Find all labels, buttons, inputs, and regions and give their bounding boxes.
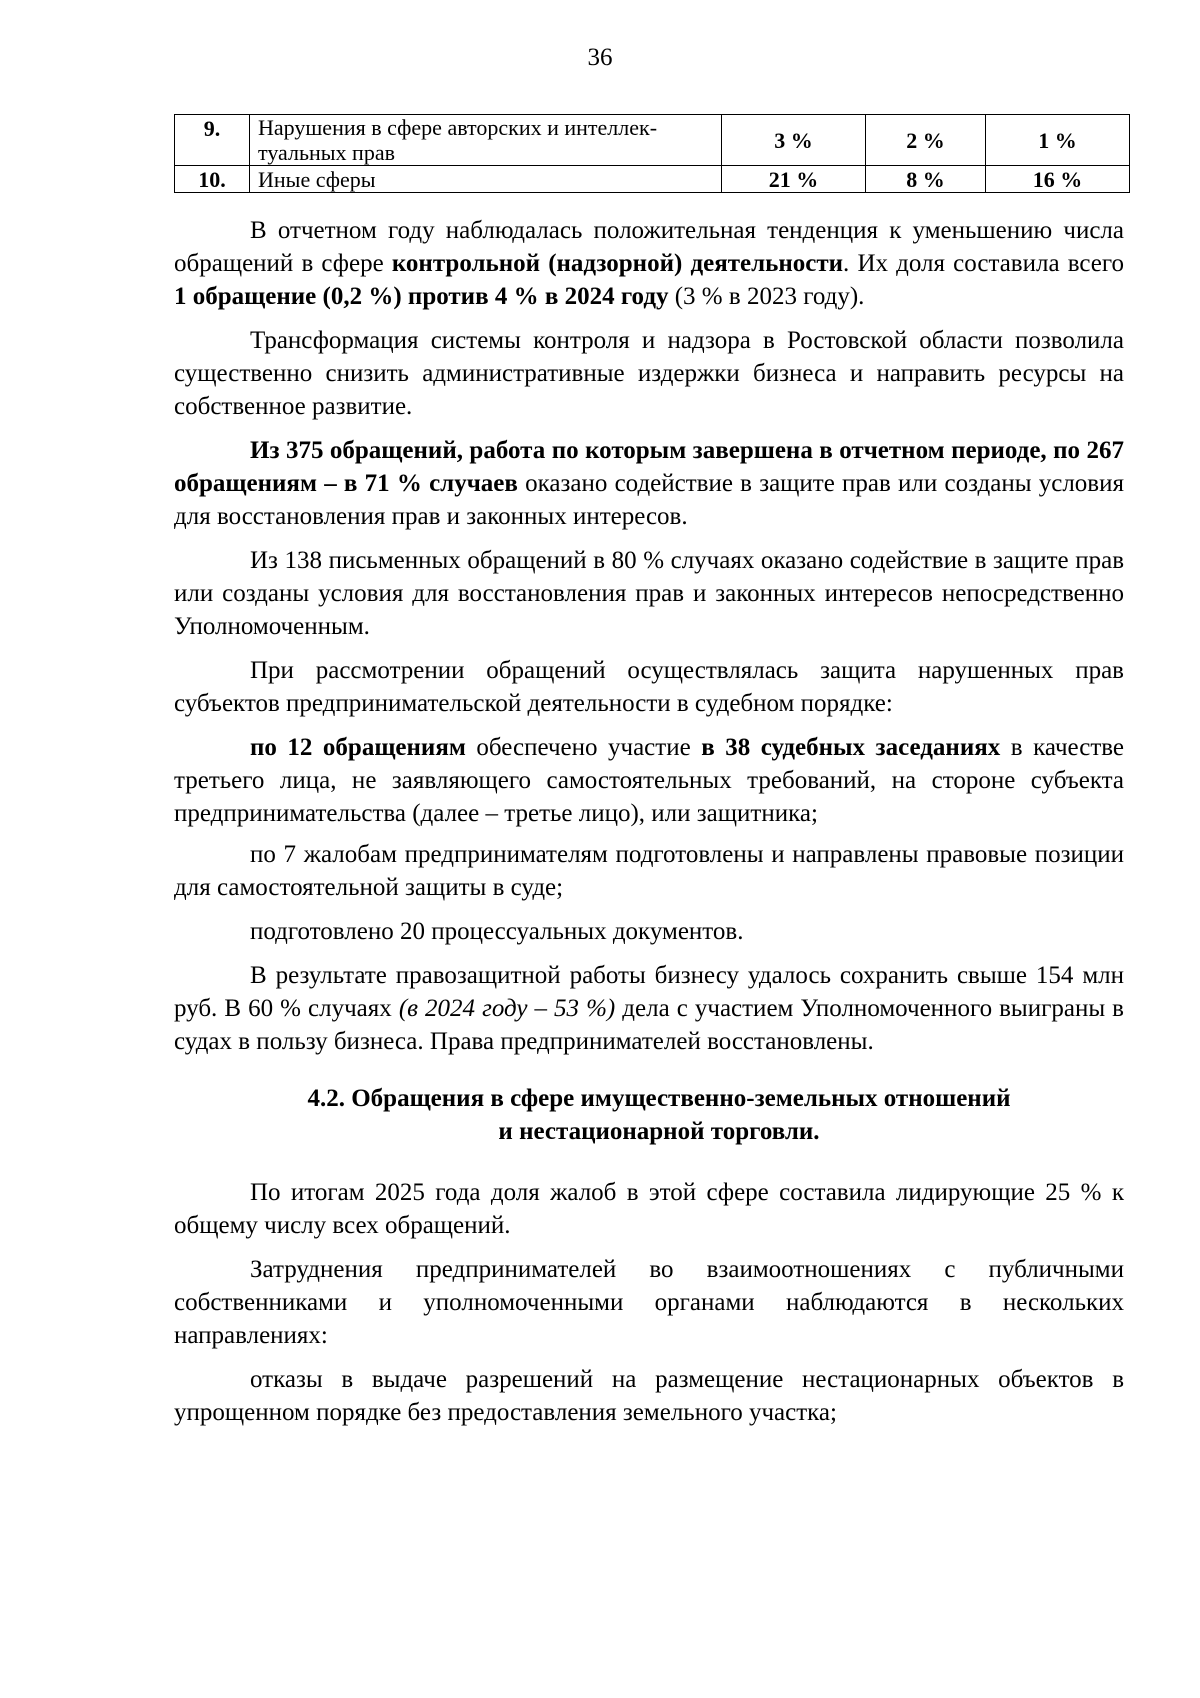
heading-line: и нестационарной торговли. [498, 1118, 820, 1145]
text-span: . Их доля составила всего [843, 250, 1124, 277]
text-span: В результате правозащитной работы бизнесу удалось сохранить свыше 154 млн руб. В 60 % случаях [174, 962, 1124, 1022]
row-value-1: 3 % [722, 115, 866, 166]
row-number: 10. [175, 166, 250, 193]
paragraph-refusals: отказы в выдаче разрешений на размещение нестационарных объектов в упрощенном порядке без предоставления земельного участка; [174, 1366, 1124, 1426]
row-value-1: 21 % [722, 166, 866, 193]
text-span: (3 % в 2023 году). [668, 283, 865, 310]
row-category: Иные сферы [250, 166, 722, 193]
italic-span: (в 2024 году – 53 %) [398, 995, 616, 1022]
paragraph-2025-share: По итогам 2025 года доля жалоб в этой сфере составила лидирующие 25 % к общему числу всех обращений. [174, 1179, 1124, 1239]
paragraph-12-appeals [174, 731, 1124, 830]
bold-span: 1 обращение (0,2 %) против 4 % в 2024 году [174, 283, 669, 310]
bold-span: Из 375 обращений, работа по которым завершена в отчетном периоде, по 267 обращениям – в 71 % случаев [174, 437, 1124, 497]
bold-span: по 12 обращениям [250, 734, 466, 761]
paragraph-results [174, 959, 1124, 1058]
statistics-table [174, 114, 1130, 193]
paragraph-transformation: Трансформация системы контроля и надзора в Ростовской области позволила существенно снизить административные издержки бизнеса и направить ресурсы на собственное развитие. [174, 327, 1124, 420]
row-value-3: 16 % [986, 166, 1130, 193]
paragraph-20-documents: подготовлено 20 процессуальных документов. [250, 918, 744, 945]
heading-line: 4.2. Обращения в сфере имущественно-земельных отношений [307, 1085, 1011, 1112]
paragraph-7-complaints: по 7 жалобам предпринимателям подготовлены и направлены правовые позиции для самостоятельной защиты в суде; [174, 841, 1124, 901]
row-value-3: 1 % [986, 115, 1130, 166]
text-span: в качестве третьего лица, не заявляющего самостоятельных требований, на стороне субъекта предпринимательства (далее – третье лицо), или защитника; [174, 734, 1125, 827]
text-span: В отчетном году наблюдалась положительная тенденция к уменьшению числа обращений в сфере [174, 217, 1124, 277]
section-heading [174, 1082, 1124, 1148]
paragraph-375-appeals [174, 434, 1124, 533]
text-span: дела с участием Уполномоченного выиграны в судах в пользу бизнеса. Права предпринимателей восстановлены. [174, 995, 1124, 1055]
bold-span: контрольной (надзорной) деятельности [391, 250, 844, 277]
row-value-2: 2 % [865, 115, 985, 166]
table-row [175, 115, 1130, 166]
paragraph-control-activity [174, 214, 1124, 313]
paragraph-difficulties: Затруднения предпринимателей во взаимоотношениях с публичными собственниками и уполномоченными органами наблюдаются в нескольких направлениях: [174, 1256, 1124, 1349]
page-number: 36 [587, 44, 613, 71]
paragraph-court-protection: При рассмотрении обращений осуществлялась защита нарушенных прав субъектов предпринимательской деятельности в судебном порядке: [174, 657, 1124, 717]
table-row [175, 166, 1130, 193]
text-span: обеспечено участие [465, 734, 702, 761]
row-value-2: 8 % [865, 166, 985, 193]
bold-span: в 38 судебных заседаниях [701, 734, 1001, 761]
paragraph-138-written-appeals: Из 138 письменных обращений в 80 % случаях оказано содействие в защите прав или созданы условия для восстановления прав и законных интересов непосредственно Уполномоченным. [174, 547, 1124, 640]
row-number: 9. [175, 115, 250, 166]
body-text [174, 214, 1124, 1440]
row-category: Нарушения в сфере авторских и интеллек-туальных прав [250, 115, 722, 166]
text-span: оказано содействие в защите прав или созданы условия для восстановления прав и законных интересов. [174, 470, 1124, 530]
